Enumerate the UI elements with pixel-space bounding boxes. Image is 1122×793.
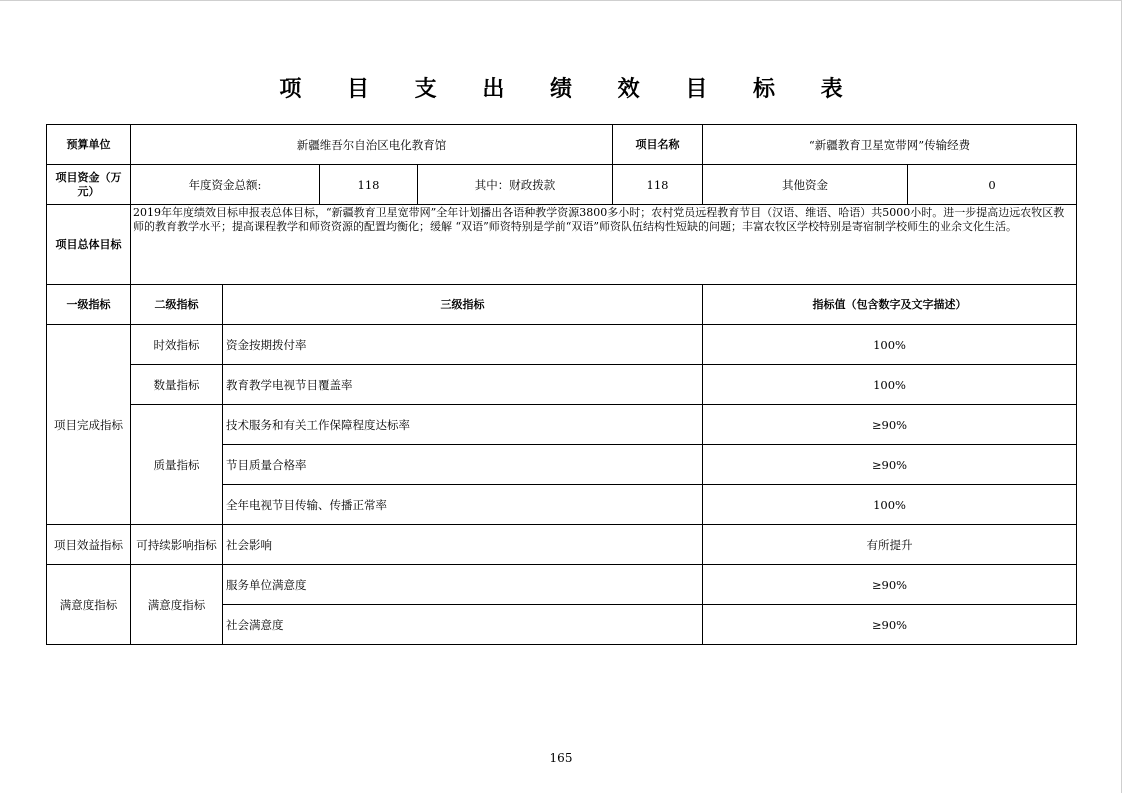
level3-cell: 社会影响 [223,525,703,565]
level2-cell: 数量指标 [131,365,223,405]
project-name-label: 项目名称 [613,125,703,165]
value-cell: ≥90% [703,405,1077,445]
value-cell: ≥90% [703,565,1077,605]
level1-header: 一级指标 [47,285,131,325]
value-cell: ≥90% [703,605,1077,645]
budget-unit-label: 预算单位 [47,125,131,165]
level2-cell: 质量指标 [131,405,223,525]
performance-target-table [46,124,1077,645]
page-number: 165 [549,751,573,765]
budget-unit-row [47,125,1077,165]
page-edge-top [0,0,1122,1]
level3-cell: 服务单位满意度 [223,565,703,605]
value-header: 指标值（包含数字及文字描述） [703,285,1077,325]
level3-cell: 节目质量合格率 [223,445,703,485]
funds-label: 项目资金（万元） [47,165,131,205]
funds-row [47,165,1077,205]
value-cell: 100% [703,485,1077,525]
level1-cell: 项目完成指标 [47,325,131,525]
indicator-header-row [47,285,1077,325]
level1-cell: 满意度指标 [47,565,131,645]
table-row [47,525,1077,565]
budget-unit-value: 新疆维吾尔自治区电化教育馆 [131,125,613,165]
value-cell: 100% [703,325,1077,365]
goal-text: 2019年年度绩效目标申报表总体目标，“新疆教育卫星宽带网”全年计划播出各语种教学资源3800多小时；农村党员远程教育节目（汉语、维语、哈语）共5000小时。进一步提高边远农牧区教师的教育教学水平；提高课程教学和师资资源的配置均衡化；缓解 “双语”师资特别是学前“双语”师资队伍结构性短缺的问题；丰富农牧区学校特别是寄宿制学校师生的业余文化生活。 [131,205,1077,285]
project-name-value: “新疆教育卫星宽带网”传输经费 [703,125,1077,165]
table-row [47,565,1077,605]
goal-row [47,205,1077,285]
level1-cell: 项目效益指标 [47,525,131,565]
level3-header: 三级指标 [223,285,703,325]
funds-fiscal-label: 其中：财政拨款 [418,165,613,205]
level3-cell: 教育教学电视节目覆盖率 [223,365,703,405]
level2-header: 二级指标 [131,285,223,325]
value-cell: 有所提升 [703,525,1077,565]
level3-cell: 全年电视节目传输、传播正常率 [223,485,703,525]
level2-cell: 可持续影响指标 [131,525,223,565]
page-title: 项 目 支 出 绩 效 目 标 表 [279,77,862,102]
funds-total-label: 年度资金总额: [131,165,320,205]
value-cell: ≥90% [703,445,1077,485]
level2-cell: 时效指标 [131,325,223,365]
goal-label: 项目总体目标 [47,205,131,285]
level3-cell: 资金按期拨付率 [223,325,703,365]
value-cell: 100% [703,365,1077,405]
level3-cell: 社会满意度 [223,605,703,645]
table-row [47,325,1077,365]
level3-cell: 技术服务和有关工作保障程度达标率 [223,405,703,445]
funds-total-value: 118 [320,165,418,205]
level2-cell: 满意度指标 [131,565,223,645]
funds-other-label: 其他资金 [703,165,908,205]
funds-fiscal-value: 118 [613,165,703,205]
funds-other-value: 0 [908,165,1077,205]
table-row [47,405,1077,445]
table-row [47,365,1077,405]
